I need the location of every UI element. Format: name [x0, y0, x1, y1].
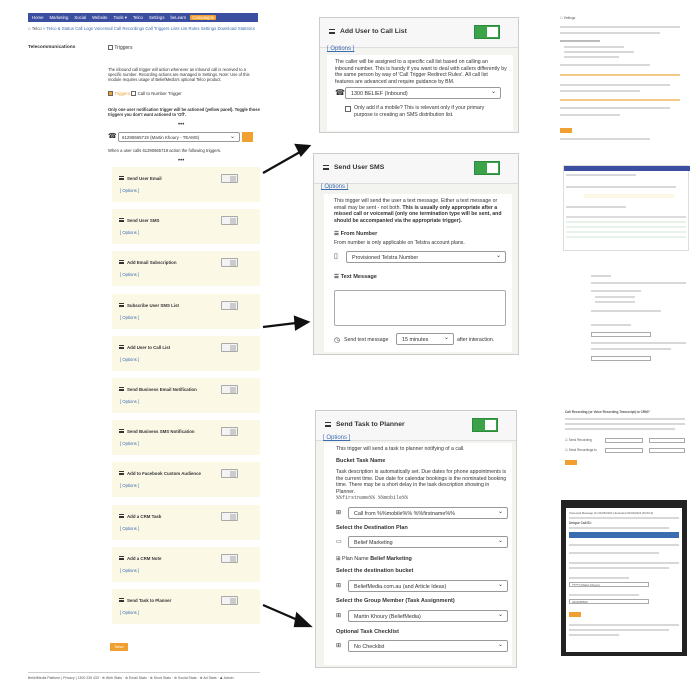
tab-call-to-number[interactable]: Call to Number Trigger — [137, 91, 182, 96]
tab-triggers[interactable]: Triggers — [114, 91, 131, 96]
thumb1-line — [560, 26, 680, 28]
thumb2-line — [566, 174, 636, 176]
thumb4-line — [565, 423, 685, 425]
subnav-links[interactable]: » Telco & Status Call Logs Voicemail Call Recordings Call Triggers Lists List Rules Settings Download Statistics — [41, 26, 255, 31]
trigger-name: Send Business SMS Notification — [127, 429, 195, 434]
card-send-user-sms — [313, 153, 519, 355]
thumb1-line — [564, 46, 624, 48]
thumb4-select-b — [649, 438, 685, 443]
nav-marketing[interactable]: Marketing — [49, 15, 69, 20]
plan-select[interactable]: Belief Marketing ⌄ — [348, 536, 508, 548]
thumb4-select-d — [649, 448, 685, 453]
thumb1-line — [560, 84, 670, 86]
footer-text: BeliefMedia Platform | Privacy | 1300 235 433 · ⊕ Web Stats · ⊕ Email Stats · ⊕ Short Stats · ⊕ Social Stats · ⊕ Ad Stats · ♟ Admin — [28, 676, 234, 680]
save-button[interactable]: Save — [110, 643, 128, 651]
card3-title: Send Task to Planner — [336, 421, 405, 428]
thumb4-dest-b: ☑ Send Recordings to — [565, 448, 597, 452]
arrow-to-planner — [263, 605, 300, 621]
trigger-options-link[interactable]: [ Options ] — [120, 315, 140, 320]
trigger-options-link[interactable]: [ Options ] — [120, 610, 140, 615]
nav-social[interactable]: Social — [74, 15, 87, 20]
checklist-select[interactable]: No Checklist ⌄ — [348, 640, 508, 652]
thumb1-settings-label: Settings — [563, 16, 576, 20]
thumb3-select — [591, 332, 651, 337]
card3-description: This trigger will send a task to planner notifying of a call. — [336, 446, 465, 452]
card1-mobile-checkbox[interactable] — [345, 106, 351, 112]
thumb-crm-recording — [565, 410, 689, 470]
trigger-name: Subscribe User SMS List — [127, 303, 179, 308]
card1-menu-icon — [329, 29, 335, 34]
card1-header — [320, 18, 518, 48]
nav-home[interactable]: Home — [32, 15, 44, 20]
thumb3-line — [591, 324, 631, 326]
arrow-to-sms — [263, 323, 296, 327]
clock-icon: ◷ — [334, 337, 341, 344]
mobile-icon: ▯ — [334, 253, 338, 260]
nav-campaigns[interactable]: Campaigns — [192, 15, 214, 20]
popup-title: Voicemail Message On 04/06/2024 | Extended 04/04/2024 (8:00:12) — [569, 511, 654, 515]
bucket-select-heading: Select the destination bucket — [336, 568, 414, 574]
trigger-name: Add a CRM Task — [127, 514, 162, 519]
thumb4-title: Call Recording (or Voice Recording Transcript) to CRM? — [565, 410, 650, 414]
plan-name-value: Belief Marketing — [370, 556, 412, 562]
popup-line — [569, 634, 619, 636]
nav-belearn[interactable]: beLearn — [170, 15, 187, 20]
send-text-label: Send text message — [344, 337, 389, 343]
thumb3-line — [591, 342, 686, 344]
popup-line — [569, 567, 669, 569]
card3-options-link[interactable]: [ Options ] — [323, 435, 351, 441]
card1-body — [327, 55, 513, 131]
card-send-task-to-planner — [315, 410, 517, 668]
thumb-settings-2 — [565, 272, 689, 368]
thumb4-dest-a: ☑ Send Recording — [565, 438, 592, 442]
card1-options-link[interactable]: [ Options ] — [327, 46, 355, 52]
phone-icon: ☎ — [108, 133, 117, 140]
thumb4-select-a — [605, 438, 643, 443]
thumb4-line — [565, 418, 685, 420]
thumb3-line — [595, 301, 635, 303]
card2-title: Send User SMS — [334, 164, 385, 171]
popup-body — [566, 508, 682, 652]
card3-body — [324, 443, 512, 665]
arrow-head-2 — [295, 317, 308, 329]
card3-menu-icon — [325, 422, 331, 427]
member-heading: Select the Group Member (Task Assignment) — [336, 598, 455, 604]
trigger-options-link[interactable]: [ Options ] — [120, 272, 140, 277]
thumb1-line — [560, 32, 660, 34]
thumb2-line — [566, 231, 686, 233]
intro-text: The inbound call trigger will action whenever an inbound call is received to a specific number. Recording actions are managed in Settings. Note: Use of this module requires usage of BeliefMedia's optional Telco product. — [108, 67, 250, 83]
member-icon: ⊞ — [336, 613, 342, 619]
trigger-name: Add User to Call List — [127, 345, 171, 350]
popup-line — [569, 517, 679, 519]
trigger-name: Add to Facebook Custom Audience — [127, 471, 201, 476]
triggers-title: Triggers — [114, 45, 133, 51]
after-interaction-label: after interaction. — [457, 337, 495, 343]
thumb1-title: ☐ Settings — [560, 16, 576, 20]
popup-line — [569, 577, 629, 579]
thumb2-line — [566, 216, 686, 218]
notice-text: Only one user notification trigger will be actioned (yellow panel). Toggle those triggers you don't want actioned to 'Off'. — [108, 107, 260, 118]
thumb1-line — [560, 99, 680, 101]
plan-name-row: ⊞ Plan Name Belief Marketing — [336, 556, 412, 562]
thumb1-line — [560, 40, 600, 42]
plan-name-label: Plan Name — [342, 556, 369, 562]
thumb2-line — [584, 194, 674, 198]
trigger-name: Send Business Email Notification — [127, 387, 197, 392]
popup-line — [569, 552, 659, 554]
trigger-name: Send User Email — [127, 176, 162, 181]
thumb-call-log — [563, 165, 689, 251]
checklist-heading: Optional Task Checklist — [336, 629, 399, 635]
nav-website[interactable]: Website — [92, 15, 108, 20]
thumb1-line — [560, 64, 650, 66]
popup-line — [569, 562, 679, 564]
card1-description: The caller will be assigned to a specific call list based on calling an inbound number. This is handy if you want to deal with callers differently by the same person by way of 'Call Trigger Redirect Rules'. All call list features are advanced and require guidance by BM. — [335, 59, 507, 85]
send-delay-select[interactable]: 15 minutes ⌄ — [396, 333, 454, 345]
popup-select: ????? (Martin Khoury) — [572, 582, 600, 587]
nav-settings[interactable]: Settings — [148, 15, 165, 20]
popup-caller: Unique Call ID: — [569, 521, 592, 525]
thumb2-line — [566, 226, 686, 228]
card2-options-link[interactable]: [ Options ] — [321, 184, 349, 190]
thumb-voicemail-popup — [561, 500, 687, 656]
from-number-note: From number is only applicable on Telstra account plans. — [334, 240, 465, 246]
text-message-heading: ☰ Text Message — [334, 274, 377, 280]
plan-heading: Select the Destination Plan — [336, 525, 408, 531]
from-number-select[interactable]: Provisioned Telstra Number ⌄ — [346, 251, 506, 263]
thumb3-line — [595, 296, 635, 298]
thumb-settings-1 — [560, 14, 688, 146]
card-add-user-to-call-list — [319, 17, 519, 133]
popup-save — [569, 612, 581, 617]
trigger-options-link[interactable]: [ Options ] — [120, 188, 140, 193]
trigger-options-link[interactable]: [ Options ] — [120, 568, 140, 573]
card3-toggle[interactable] — [472, 418, 498, 432]
thumb2-line — [566, 206, 626, 208]
thumb2-line — [566, 236, 686, 238]
card2-description: This trigger will send the user a text message. Either a text message or email may be sent - not both. This is usually only appropriate after a missed call or voicemail (only one termination type will be sent, and should be accompanied via the appropriate trigger). — [334, 198, 502, 224]
member-select[interactable]: Martin Khoury (BeliefMedia) ⌄ — [348, 610, 508, 622]
bucket-task-heading: Bucket Task Name — [336, 458, 386, 464]
card2-body — [324, 194, 512, 352]
bucket-select[interactable]: BeliefMedia.com.au (and Article Ideas) ⌄ — [348, 580, 508, 592]
trigger-name: Send User SMS — [127, 218, 160, 223]
thumb1-line — [560, 74, 680, 76]
card1-title: Add User to Call List — [340, 28, 407, 35]
popup-line — [569, 544, 679, 546]
thumb1-line — [560, 107, 670, 109]
thumb2-line — [566, 221, 686, 223]
phone-number-select[interactable]: 61290665719 (Martin Khoury - TEAMS) ⌄ — [118, 132, 240, 142]
popup-audio-bar — [569, 532, 679, 538]
breadcrumb-home[interactable]: ⌂ Telco — [28, 26, 42, 31]
thumb3-select — [591, 356, 651, 361]
thumb3-line — [591, 348, 671, 350]
trigger-name: Add Email Subscription — [127, 260, 177, 265]
arrow-to-call-list — [263, 152, 300, 173]
thumb3-line — [591, 290, 641, 292]
trigger-options-link[interactable]: [ Options ] — [120, 230, 140, 235]
arrow-head-3 — [295, 614, 310, 626]
trigger-options-link[interactable]: [ Options ] — [120, 441, 140, 446]
dots-separator-2: ••• — [178, 158, 185, 164]
thumb2-line — [566, 186, 676, 188]
popup-line — [569, 624, 679, 626]
thumb1-line — [560, 114, 620, 116]
bucket-icon: ⊞ — [336, 583, 342, 589]
thumb1-line — [564, 51, 634, 53]
card1-checkbox-label: Only add if a mobile? This is relevant only if your primary purpose is creating an SMS distribution list. — [354, 105, 485, 118]
task-icon: ⊞ — [336, 510, 342, 516]
folder-icon: ▭ — [336, 539, 342, 545]
thumb1-line — [560, 90, 640, 92]
popup-line — [569, 527, 669, 529]
checklist-icon: ⊞ — [336, 643, 342, 649]
task-name-input[interactable]: Call from %%mobile%% %%firstname%% ⌄ — [348, 507, 508, 519]
nav-tools[interactable]: Tools ▾ — [113, 14, 127, 20]
section-title: Telecommunications — [28, 45, 76, 50]
card1-list-select[interactable]: 1300 BELIEF (Inbound) ⌄ — [345, 87, 501, 99]
thumb4-line — [565, 428, 675, 430]
trigger-options-link[interactable]: [ Options ] — [120, 357, 140, 362]
trigger-name: Send Task to Planner — [127, 598, 172, 603]
thumb3-line — [591, 310, 661, 312]
thumb3-line — [591, 275, 611, 277]
card1-toggle[interactable] — [474, 25, 500, 39]
card2-toggle[interactable] — [474, 161, 500, 175]
popup-phone: 0416695600 — [572, 599, 588, 604]
thumb1-line — [564, 56, 619, 58]
thumb2-nav — [564, 166, 690, 171]
popup-line — [569, 594, 639, 596]
shortcodes: %%firstname%% %%mobile%% — [336, 495, 409, 501]
card2-menu-icon — [323, 165, 329, 170]
nav-telco[interactable]: Telco — [132, 15, 143, 20]
thumb3-line — [591, 282, 686, 284]
card1-phone-icon: ☎ — [335, 88, 345, 97]
text-message-textarea[interactable] — [334, 290, 506, 326]
popup-line — [569, 629, 669, 631]
dots-separator: ••• — [178, 122, 185, 128]
trigger-options-link[interactable]: [ Options ] — [120, 483, 140, 488]
card2-header — [314, 154, 518, 184]
when-text: When a user calls 61290665719 action the following triggers. — [108, 148, 222, 153]
from-number-heading: ☰ From Number — [334, 231, 378, 237]
thumb1-line — [560, 138, 650, 140]
trigger-options-link[interactable]: [ Options ] — [120, 399, 140, 404]
thumb1-save — [560, 128, 572, 133]
bucket-task-description: Task description is automatically set. Due dates for phone appointments is the current time. Due date for calendar bookings is the nominated booking time. There may be a short delay in the task description showing in Planner. — [336, 469, 507, 495]
thumb4-save — [565, 460, 577, 465]
trigger-options-link[interactable]: [ Options ] — [120, 526, 140, 531]
trigger-name: Add a CRM Note — [127, 556, 162, 561]
thumb4-select-c — [605, 448, 643, 453]
